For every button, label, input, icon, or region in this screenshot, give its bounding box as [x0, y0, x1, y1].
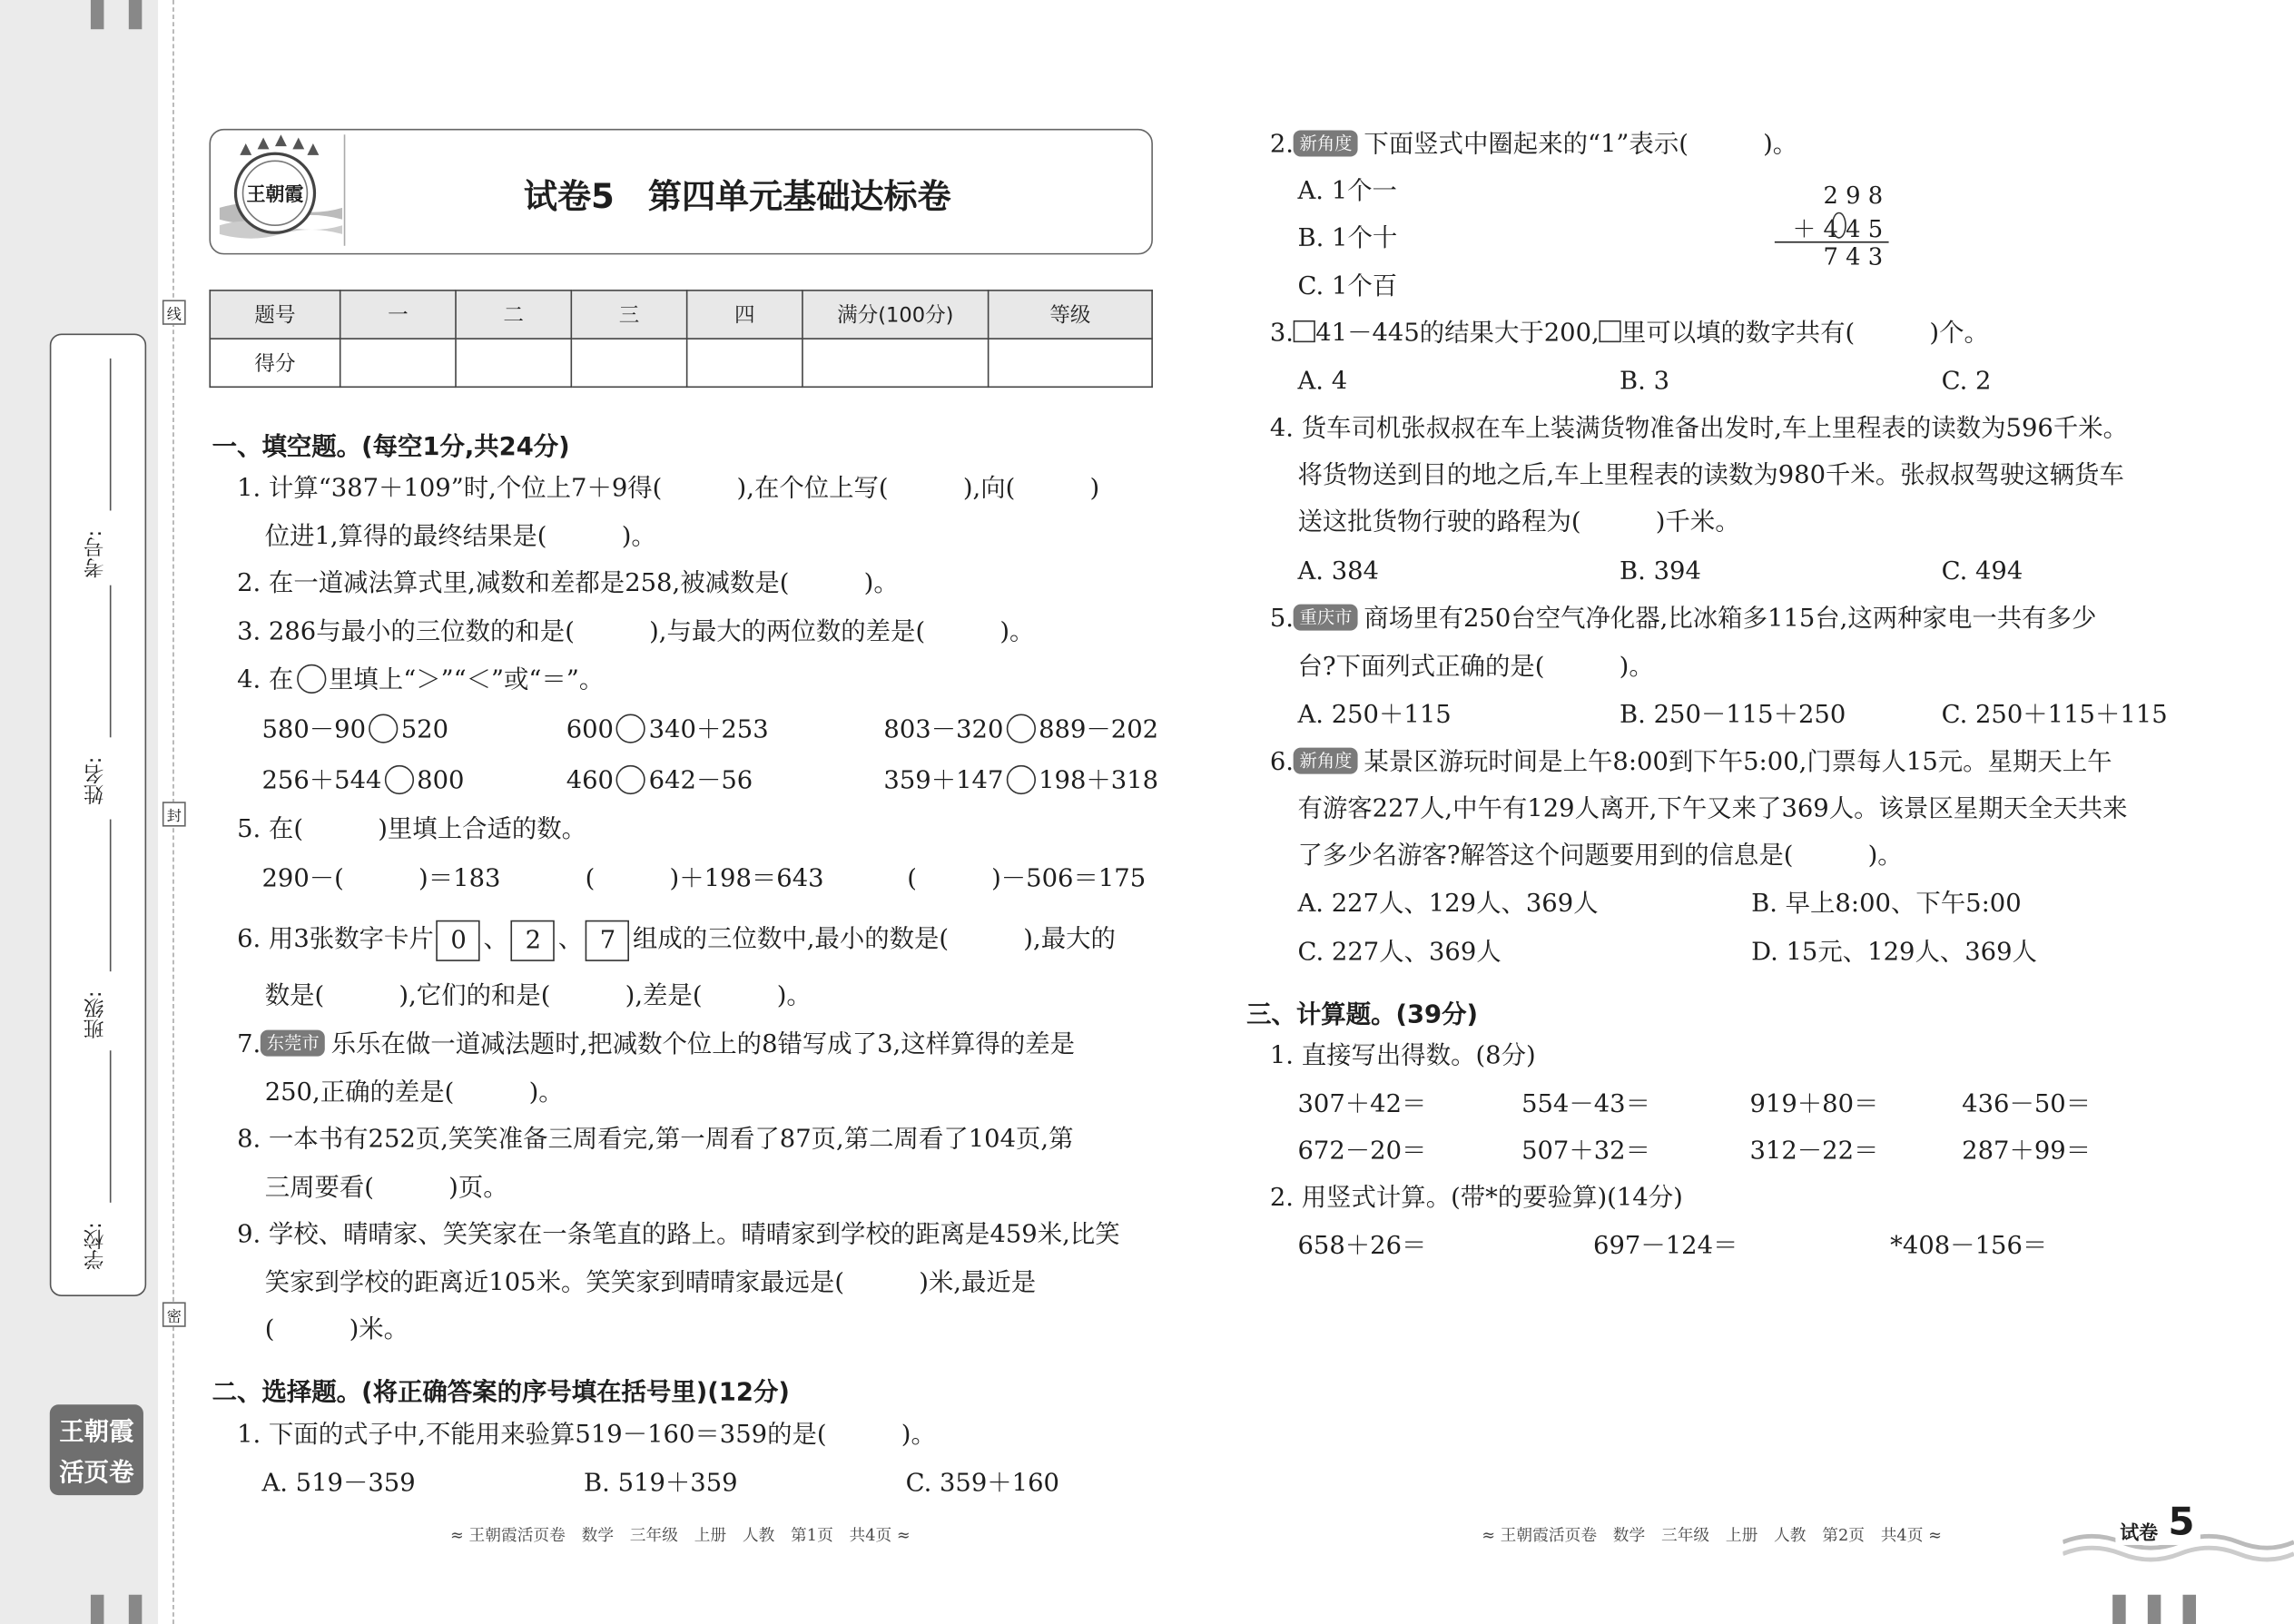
binding-mark-secret: 密	[162, 1302, 186, 1326]
crop-marks-bottom-left	[91, 1595, 143, 1624]
r-q5-line1: 5. 重庆市 商场里有250台空气净化器,比冰箱多115台,这两种家电一共有多少	[1269, 604, 2097, 634]
q7-line2: 250,正确的差是( )。	[264, 1078, 564, 1108]
calc-item: 436－50＝	[1962, 1089, 2092, 1119]
score-table	[209, 290, 1152, 388]
square-blank-icon	[1294, 320, 1315, 342]
score-input-cell[interactable]	[456, 339, 571, 387]
q5-item: 290－( )＝183	[261, 864, 501, 894]
compare-circle[interactable]	[1007, 765, 1036, 794]
binding-mark-seal: 封	[162, 802, 186, 826]
calc-item: 672－20＝	[1297, 1137, 1427, 1166]
q5-item: ( )＋198＝643	[585, 864, 824, 894]
digit-card: 0	[437, 920, 480, 960]
section-2-title: 二、选择题。(将正确答案的序号填在括号里)(12分)	[212, 1378, 790, 1408]
square-blank-icon	[1600, 320, 1621, 342]
r-q4-line3: 送这批货物行驶的路程为( )千米。	[1297, 507, 1740, 537]
score-input-cell[interactable]	[989, 339, 1152, 387]
calc-item: 554－43＝	[1521, 1089, 1651, 1119]
r-q6-line2: 有游客227人,中午有129人离开,下午又来了369人。该景区星期天全天共来	[1297, 794, 2128, 824]
vertical-row-2: ＋ 4 4 5	[1792, 214, 1884, 243]
compare-circle[interactable]	[385, 765, 414, 794]
q3: 3. 286与最小的三位数的和是( ),与最大的两位数的差是( )。	[237, 617, 1035, 647]
q7-line1: 7. 东莞市 乐乐在做一道减法题时,把减数个位上的8错写成了3,这样算得的差是	[237, 1029, 1076, 1059]
section-1-title: 一、填空题。(每空1分,共24分)	[212, 433, 570, 463]
r-q2: 2. 新角度 下面竖式中圈起来的“1”表示( )。	[1269, 130, 1798, 160]
r-q6-line1: 6. 新角度 某景区游玩时间是上午8:00到下午5:00,门票每人15元。星期天上午	[1269, 747, 2112, 777]
vertical-calc-item: 658＋26＝	[1297, 1232, 1427, 1262]
compare-item: 460 642－56	[566, 766, 753, 796]
calc-item: 507＋32＝	[1521, 1137, 1651, 1166]
r-q2-option[interactable]: A. 1个一	[1297, 177, 1397, 207]
r-q5-option[interactable]: C. 250＋115＋115	[1941, 701, 2168, 731]
s2-q1-option[interactable]: A. 519－359	[261, 1469, 416, 1499]
digit-card: 7	[586, 920, 629, 960]
r-q5-option[interactable]: A. 250＋115	[1297, 701, 1452, 731]
compare-circle[interactable]	[369, 714, 398, 743]
compare-circle[interactable]	[616, 714, 645, 743]
q5-item: ( )－506＝175	[907, 864, 1147, 894]
r-q6-line3: 了多少名游客?解答这个问题要用到的信息是( )。	[1297, 841, 1903, 871]
vertical-calc-item: *408－156＝	[1890, 1232, 2048, 1262]
q8-line1: 8. 一本书有252页,笑笑准备三周看完,第一周看了87页,第二周看了104页,第	[237, 1125, 1074, 1155]
left-footer: ≈ 王朝霞活页卷 数学 三年级 上册 人教 第1页 共4页 ≈	[450, 1526, 911, 1545]
vertical-calc-item: 697－124＝	[1593, 1232, 1738, 1262]
info-field-class[interactable]: 班级:	[74, 820, 117, 1039]
vertical-row-1: 2 9 8	[1823, 181, 1884, 210]
score-input-cell[interactable]	[687, 339, 802, 387]
region-tag: 东莞市	[261, 1030, 325, 1057]
logo-emblem	[220, 134, 342, 245]
calc-2-title: 2. 用竖式计算。(带*的要验算)(14分)	[1269, 1183, 1683, 1214]
compare-circle[interactable]	[1007, 714, 1036, 743]
r-q4-option[interactable]: C. 494	[1941, 557, 2023, 587]
score-input-cell[interactable]	[802, 339, 989, 387]
r-q4-option[interactable]: A. 384	[1297, 557, 1380, 587]
score-header-cell: 一	[340, 290, 456, 339]
score-input-cell[interactable]	[340, 339, 456, 387]
new-angle-tag: 新角度	[1294, 130, 1358, 156]
brand-logo-block: 王朝霞 活页卷	[50, 1404, 143, 1495]
q9-line2: 笑家到学校的距离近105米。笑笑家到晴晴家最远是( )米,最近是	[264, 1268, 1037, 1298]
circled-carry-icon	[1832, 212, 1846, 239]
q1-line2: 位进1,算得的最终结果是( )。	[264, 522, 656, 552]
info-field-school[interactable]: 学校:	[74, 1050, 117, 1270]
compare-item: 803－320 889－202	[883, 715, 1159, 745]
r-q4-line1: 4. 货车司机张叔叔在车上装满货物准备出发时,车上里程表的读数为596千米。	[1269, 414, 2129, 444]
r-q6-option[interactable]: A. 227人、129人、369人	[1297, 889, 1599, 920]
q1-line1: 1. 计算“387＋109”时,个位上7＋9得( ),在个位上写( ),向( )	[237, 474, 1100, 504]
new-angle-tag: 新角度	[1294, 748, 1358, 774]
calc-item: 312－22＝	[1749, 1137, 1879, 1166]
score-header-cell: 题号	[210, 290, 340, 339]
info-field-name[interactable]: 姓名:	[74, 586, 117, 805]
q6-line1: 6. 用3张数字卡片 0 、 2 、 7 组成的三位数中,最小的数是( ),最大的	[237, 919, 1116, 960]
r-q3-option[interactable]: A. 4	[1297, 367, 1348, 397]
r-q6-option[interactable]: C. 227人、369人	[1297, 938, 1501, 968]
r-q3-option[interactable]: B. 3	[1620, 367, 1670, 397]
compare-circle[interactable]	[616, 765, 645, 794]
compare-item: 359＋147 198＋318	[883, 766, 1159, 796]
calc-item: 307＋42＝	[1297, 1089, 1427, 1119]
binding-mark-line: 线	[162, 300, 186, 324]
r-q3: 3. 41－445的结果大于200, 里可以填的数字共有( )个。	[1269, 319, 1989, 349]
q8-line2: 三周要看( )页。	[264, 1173, 508, 1203]
score-header-cell: 等级	[989, 290, 1152, 339]
r-q6-option[interactable]: D. 15元、129人、369人	[1751, 938, 2037, 968]
logo-emblem-text: 王朝霞	[246, 184, 304, 207]
q2: 2. 在一道减法算式里,减数和差都是258,被减数是( )。	[237, 568, 899, 599]
q4	[237, 664, 604, 696]
q5: 5. 在( )里填上合适的数。	[237, 814, 587, 844]
compare-item: 600 340＋253	[566, 715, 769, 745]
q4-suffix: 里填上“＞”“＜”或“＝”。	[329, 665, 605, 695]
calc-item: 919＋80＝	[1749, 1089, 1879, 1119]
score-header-cell: 满分(100分)	[802, 290, 989, 339]
page-title: 试卷5 第四单元基础达标卷	[523, 178, 951, 217]
score-input-cell[interactable]	[571, 339, 686, 387]
q9-line1: 9. 学校、晴晴家、笑笑家在一条笔直的路上。晴晴家到学校的距离是459米,比笑	[237, 1220, 1120, 1250]
r-q2-option[interactable]: B. 1个十	[1297, 223, 1398, 253]
q9-line3: ( )米。	[264, 1314, 409, 1345]
r-q5-line2: 台?下面列式正确的是( )。	[1297, 652, 1654, 683]
vertical-row-3: 7 4 3	[1823, 242, 1884, 271]
score-row-label: 得分	[210, 339, 340, 387]
region-tag: 重庆市	[1294, 605, 1358, 631]
vertical-addition	[1763, 182, 1895, 275]
crop-marks-bottom-right	[2112, 1595, 2215, 1624]
paper-badge-number: 5	[2162, 1501, 2200, 1545]
compare-item: 256＋544 800	[261, 766, 465, 796]
compare-item: 580－90 520	[261, 715, 449, 745]
s2-q1-option[interactable]: B. 519＋359	[584, 1469, 738, 1499]
r-q3-option[interactable]: C. 2	[1941, 367, 1992, 397]
r-q4-option[interactable]: B. 394	[1620, 557, 1701, 587]
r-q5-option[interactable]: B. 250－115＋250	[1620, 701, 1846, 731]
score-header-cell: 二	[456, 290, 571, 339]
score-table-header-row	[210, 290, 1152, 339]
section-3-title: 三、计算题。(39分)	[1246, 1000, 1479, 1030]
paper-badge-label: 试卷	[2115, 1517, 2162, 1545]
score-table-score-row	[210, 339, 1152, 387]
r-q4-line2: 将货物送到目的地之后,车上里程表的读数为980千米。张叔叔驾驶这辆货车	[1297, 460, 2124, 490]
s2-q1-option[interactable]: C. 359＋160	[905, 1469, 1059, 1499]
right-footer: ≈ 王朝霞活页卷 数学 三年级 上册 人教 第2页 共4页 ≈	[1482, 1526, 1942, 1545]
calc-1-title: 1. 直接写出得数。(8分)	[1269, 1041, 1536, 1071]
score-header-cell: 三	[571, 290, 686, 339]
digit-card: 2	[511, 920, 555, 960]
info-field-exam-number[interactable]: 考号:	[74, 359, 117, 578]
circle-blank-icon	[297, 664, 326, 694]
score-header-cell: 四	[687, 290, 802, 339]
calc-item: 287＋99＝	[1962, 1137, 2092, 1166]
q4-prefix: 4. 在	[237, 665, 294, 695]
s2-q1: 1. 下面的式子中,不能用来验算519－160＝359的是( )。	[237, 1420, 936, 1451]
crop-marks-top-left	[91, 0, 143, 29]
r-q6-option[interactable]: B. 早上8:00、下午5:00	[1751, 889, 2022, 920]
q6-line2: 数是( ),它们的和是( ),差是( )。	[264, 981, 812, 1011]
r-q2-option[interactable]: C. 1个百	[1297, 271, 1398, 302]
